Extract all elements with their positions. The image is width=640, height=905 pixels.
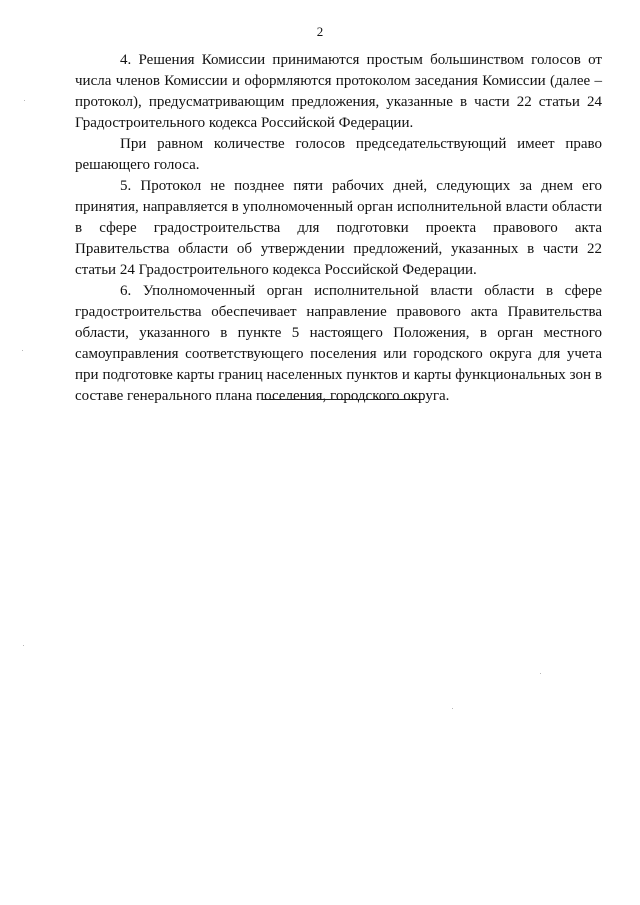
paragraph-5-protocol-submission: 5. Протокол не позднее пяти рабочих дней, следующих за днем его принятия, направляется в уполномоченный орган исполнительной власти области в сфере градостроительства для подготовки проекта правового акта Правительства области об утверждении предложений, указанных в части 22 статьи 24 Градостроительного кодекса Российской Федерации.	[75, 178, 602, 278]
paragraph-casting-vote: При равном количестве голосов председательствующий имеет право решающего голоса.	[75, 136, 602, 173]
scan-speck	[23, 645, 24, 646]
paragraph-4-commission-decisions: 4. Решения Комиссии принимаются простым большинством голосов от числа членов Комиссии и оформляются протоколом заседания Комиссии (далее – протокол), предусматривающим предложения, указанные в части 22 статьи 24 Градостроительного кодекса Российской Федерации.	[75, 52, 602, 131]
document-body	[75, 50, 602, 407]
scan-speck	[24, 100, 25, 101]
end-divider-line	[262, 399, 424, 400]
scan-speck	[540, 673, 541, 674]
scan-speck	[22, 350, 23, 351]
paragraph-6-legal-act-delivery: 6. Уполномоченный орган исполнительной власти области в сфере градостроительства обеспечивает направление правового акта Правительства области, указанного в пункте 5 настоящего Положения, в орган местного самоуправления соответствующего поселения или городского округа для учета при подготовке карты границ населенных пунктов и карты функциональных зон в составе генерального плана поселения, городского округа.	[75, 283, 602, 404]
scan-speck	[452, 708, 453, 709]
page-number: 2	[316, 24, 324, 39]
